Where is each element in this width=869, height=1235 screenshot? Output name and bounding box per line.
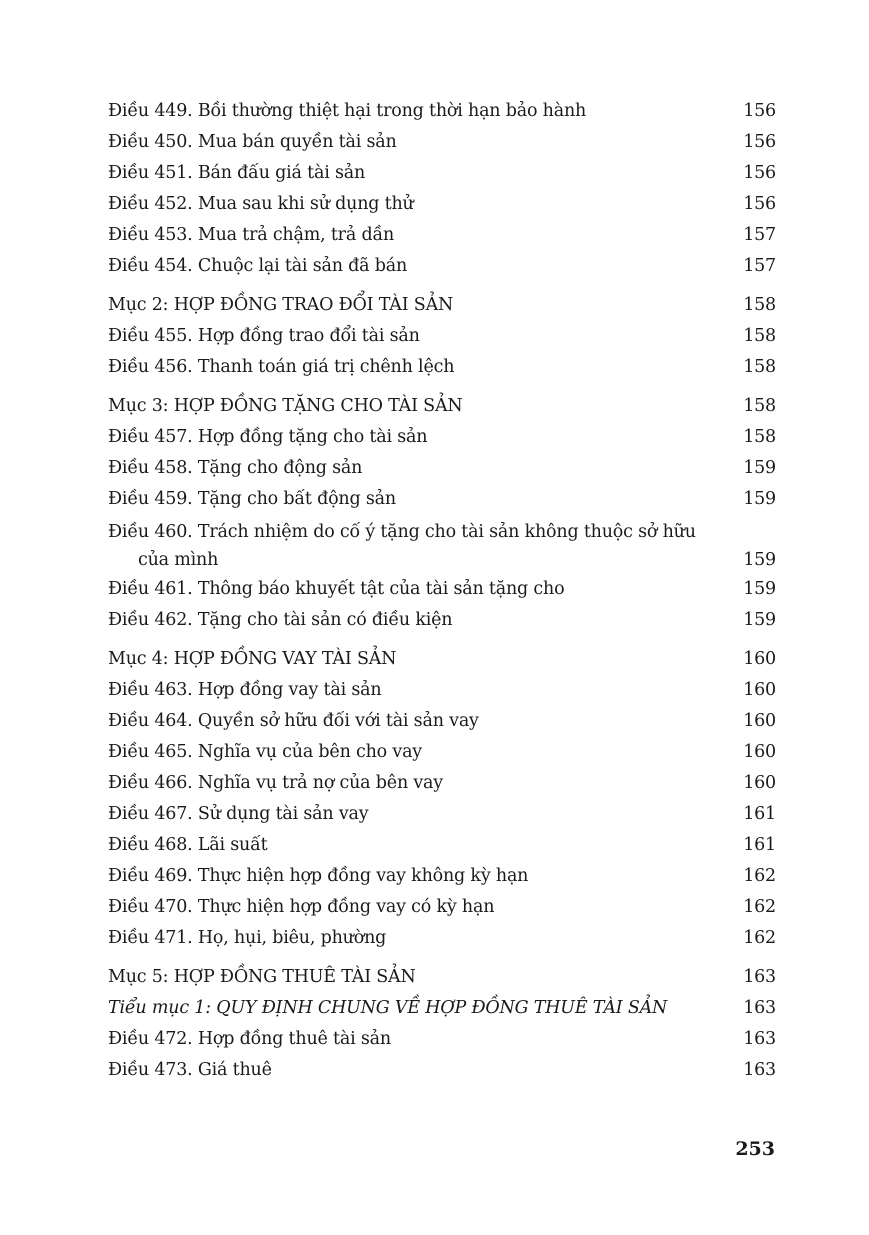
toc-entry-page: 158 [743,357,776,377]
toc-section-title: Mục 5: HỢP ĐỒNG THUÊ TÀI SẢN [108,967,416,987]
toc-entry-457 [108,422,776,453]
toc-entry-page: 163 [743,967,776,987]
toc-entry-title: Điều 457. Hợp đồng tặng cho tài sản [108,427,428,447]
toc-entry-465 [108,737,776,768]
toc-entry-463 [108,675,776,706]
toc-entry-page: 158 [743,427,776,447]
toc-entry-title: Điều 452. Mua sau khi sử dụng thử [108,194,414,214]
toc-entry-title: Điều 469. Thực hiện hợp đồng vay không kỳ hạn [108,866,529,886]
toc-entry-458 [108,453,776,484]
toc-entry-title: Điều 456. Thanh toán giá trị chênh lệch [108,357,455,377]
toc-entry-page: 161 [743,835,776,855]
toc-section-muc-3 [108,391,776,422]
toc-section-title: Mục 3: HỢP ĐỒNG TẶNG CHO TÀI SẢN [108,396,463,416]
toc-entry-450 [108,127,776,158]
toc-entry-468 [108,830,776,861]
toc-entry-title: Điều 463. Hợp đồng vay tài sản [108,680,382,700]
toc-entry-page: 159 [743,489,776,509]
toc-entry-title: Điều 459. Tặng cho bất động sản [108,489,396,509]
toc-entry-page: 163 [743,1029,776,1049]
toc-entry-473 [108,1055,776,1086]
toc-entry-title: Điều 455. Hợp đồng trao đổi tài sản [108,326,420,346]
toc-entry-page: 159 [743,579,776,599]
toc-entry-466 [108,768,776,799]
toc-entry-462 [108,605,776,636]
toc-entry-title: Điều 462. Tặng cho tài sản có điều kiện [108,610,453,630]
toc-entry-page: 162 [743,866,776,886]
toc-entry-title-line-2: của mình [138,550,219,570]
toc-entry-461 [108,574,776,605]
toc-entry-460 [108,515,776,574]
toc-entry-title: Điều 464. Quyền sở hữu đối với tài sản vay [108,711,479,731]
toc-entry-title-line-1: Điều 460. Trách nhiệm do cố ý tặng cho tài sản không thuộc sở hữu [108,522,696,542]
toc-entry-title: Điều 466. Nghĩa vụ trả nợ của bên vay [108,773,443,793]
toc-entry-page: 159 [743,458,776,478]
toc-entry-title: Điều 470. Thực hiện hợp đồng vay có kỳ hạn [108,897,495,917]
toc-entry-title: Điều 451. Bán đấu giá tài sản [108,163,366,183]
toc-entry-page: 156 [743,194,776,214]
toc-entry-page: 160 [743,649,776,669]
toc-entry-page: 159 [743,550,776,570]
toc-section-title: Mục 4: HỢP ĐỒNG VAY TÀI SẢN [108,649,397,669]
toc-entry-title: Điều 465. Nghĩa vụ của bên cho vay [108,742,422,762]
toc-entry-456 [108,352,776,383]
toc-entry-449 [108,96,776,127]
toc-entry-471 [108,923,776,954]
toc-entry-title: Điều 467. Sử dụng tài sản vay [108,804,369,824]
toc-entry-469 [108,861,776,892]
toc-entry-454 [108,251,776,282]
toc-entry-page: 163 [743,998,776,1018]
toc-entry-page: 159 [743,610,776,630]
toc-entry-title: Điều 472. Hợp đồng thuê tài sản [108,1029,391,1049]
toc-entry-page: 158 [743,396,776,416]
toc-entry-title: Điều 449. Bồi thường thiệt hại trong thời hạn bảo hành [108,101,587,121]
toc-entry-472 [108,1024,776,1055]
toc-entry-page: 158 [743,326,776,346]
toc-entry-title [108,518,698,574]
toc-subsection-title: Tiểu mục 1: QUY ĐỊNH CHUNG VỀ HỢP ĐỒNG THUÊ TÀI SẢN [108,998,668,1018]
toc-entry-464 [108,706,776,737]
toc-entry-title: Điều 468. Lãi suất [108,835,268,855]
toc-entry-451 [108,158,776,189]
toc-entry-page: 160 [743,680,776,700]
toc-subsection-tieu-muc-1 [108,993,776,1024]
toc-entry-title: Điều 450. Mua bán quyền tài sản [108,132,397,152]
toc-section-muc-4 [108,644,776,675]
toc-entry-459 [108,484,776,515]
toc-entry-page: 157 [743,225,776,245]
toc-entry-page: 162 [743,928,776,948]
toc-entry-page: 160 [743,773,776,793]
toc-entry-page: 158 [743,295,776,315]
toc-entry-page: 156 [743,132,776,152]
toc-entry-470 [108,892,776,923]
toc-entry-page: 160 [743,711,776,731]
toc-entry-title: Điều 453. Mua trả chậm, trả dần [108,225,395,245]
toc-section-muc-2 [108,290,776,321]
toc-entry-title: Điều 454. Chuộc lại tài sản đã bán [108,256,408,276]
toc-entry-page: 157 [743,256,776,276]
toc-entry-title: Điều 471. Họ, hụi, biêu, phường [108,928,387,948]
page-number: 253 [735,1138,775,1160]
toc-entry-467 [108,799,776,830]
toc-entry-page: 156 [743,101,776,121]
toc-section-muc-5 [108,962,776,993]
toc-entry-453 [108,220,776,251]
toc-entry-page: 161 [743,804,776,824]
toc-entry-page: 162 [743,897,776,917]
toc-entry-title: Điều 458. Tặng cho động sản [108,458,363,478]
toc-section-title: Mục 2: HỢP ĐỒNG TRAO ĐỔI TÀI SẢN [108,295,454,315]
toc-entry-page: 160 [743,742,776,762]
toc-entry-page: 163 [743,1060,776,1080]
toc-entry-title: Điều 473. Giá thuê [108,1060,272,1080]
table-of-contents [108,96,776,1086]
toc-entry-title: Điều 461. Thông báo khuyết tật của tài sản tặng cho [108,579,565,599]
toc-entry-452 [108,189,776,220]
toc-entry-455 [108,321,776,352]
toc-entry-page: 156 [743,163,776,183]
